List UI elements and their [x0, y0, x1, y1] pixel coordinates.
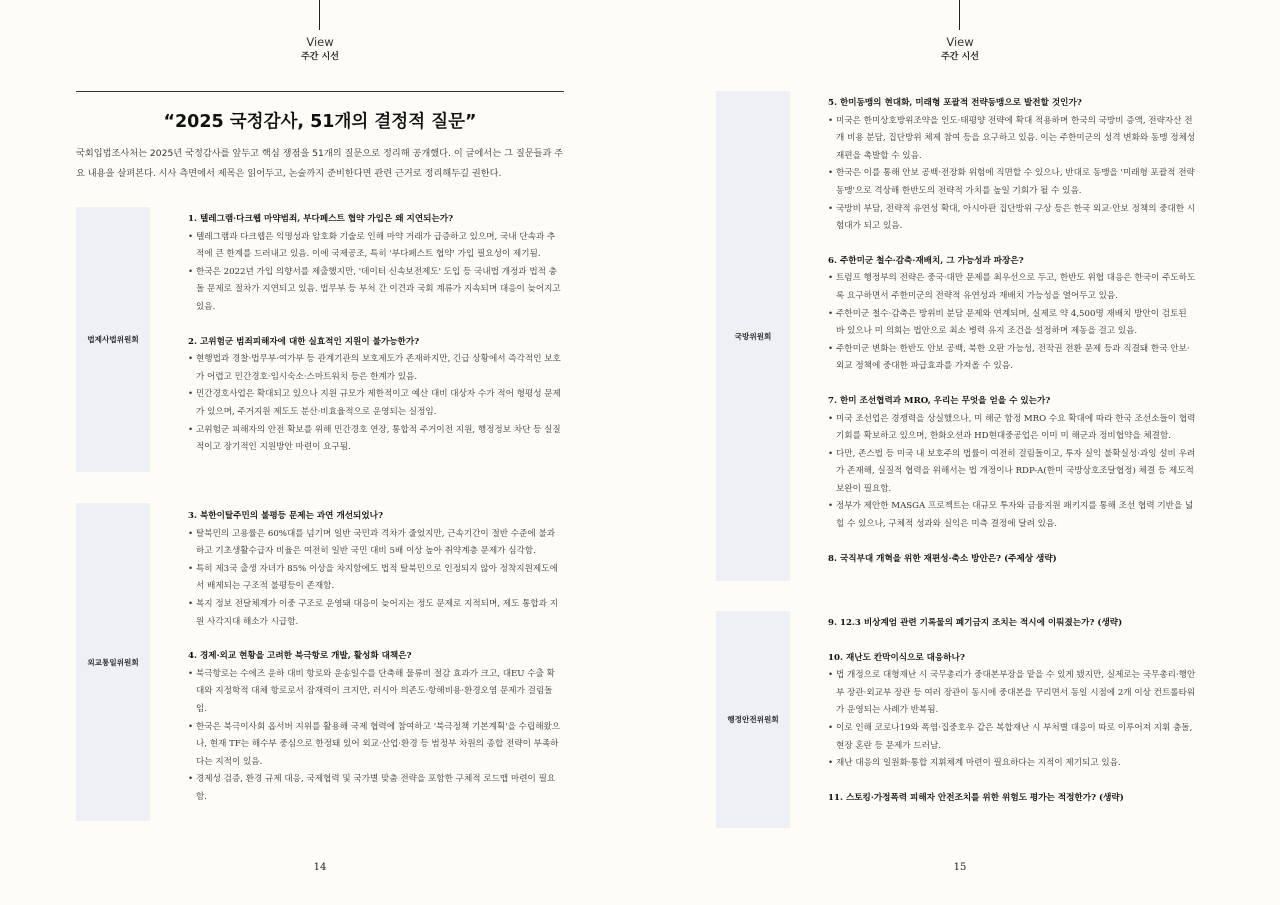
question-block [828, 95, 1196, 568]
question-title: 7. 한미 조선협력과 MRO, 우리는 무엇을 얻을 수 있는가? [828, 395, 1051, 406]
question-title: 4. 경제·외교 현황을 고려한 북극항로 개발, 활성화 대책은? [188, 651, 412, 662]
view-label: View [946, 35, 974, 49]
bullet-item: • 텔레그램과 다크웹은 익명성과 암호화 기술로 인해 마약 거래가 급증하고 있으며, 국내 단속과 추적에 큰 한계를 드러내고 있음. 이에 국제공조, 특히 '부다페스트 협약' 가입 필요성이 제기됨. [188, 229, 562, 264]
question-title: 9. 12.3 비상계엄 관련 기록물의 폐기금지 조치는 적시에 이뤄졌는가? (생략) [828, 618, 1123, 628]
bullet-item: • 한국은 2022년 가입 의향서를 제출했지만, '데이터 신속보전제도' 도입 등 국내법 개정과 법적 충돌 문제로 절차가 지연되고 있음. 법무부 등 부처 간 이견과 국회 계류가 지속되며 대응이 늦어지고 있음. [188, 264, 562, 317]
committee-label-public-safety: 행정안전위원회 [716, 611, 790, 828]
bullet-item: • 이로 인해 코로나19와 폭염·집중호우 같은 복합재난 시 부처별 대응이 따로 이루어져 지휘 충돌, 현장 혼란 등 문제가 드러남. [828, 720, 1196, 755]
bullet-item: • 경제성 검증, 환경 규제 대응, 국제협력 및 국가별 맞춤 전략을 포함한 구체적 로드맵 마련이 필요함. [188, 771, 562, 806]
bullet-item: • 한국은 이를 통해 안보 공백·전장화 위험에 직면할 수 있으나, 반대로 동맹을 '미래형 포괄적 전략동맹'으로 격상해 한반도의 전략적 가치를 높일 기회가 될 수 있음. [828, 165, 1196, 200]
top-rule [959, 0, 960, 30]
question-block [188, 211, 562, 457]
view-label: View [306, 35, 334, 49]
bullet-item: • 미국 조선업은 경쟁력을 상실했으나, 미 해군 함정 MRO 수요 확대에 따라 한국 조선소들이 협력 기회를 확보하고 있으며, 한화오션과 HD현대중공업은 이미 미 해군과 정비협약을 체결함. [828, 411, 1196, 446]
bullet-item: • 민간경호사업은 확대되고 있으나 지원 규모가 제한적이고 예산 대비 대상자 수가 적어 형평성 문제가 있으며, 주거지원 제도도 분산·비효율적으로 운영되는 실정임. [188, 386, 562, 421]
bullet-item: • 국방비 부담, 전략적 유연성 확대, 아시아판 집단방위 구상 등은 한국 외교·안보 정책의 중대한 시험대가 되고 있음. [828, 201, 1196, 236]
question-block [828, 615, 1196, 807]
intro-paragraph: 국회입법조사처는 2025년 국정감사를 앞두고 핵심 쟁점을 51개의 질문으로 정리해 공개했다. 이 글에서는 그 질문들과 주요 내용을 살펴본다. 시사 측면에서 제목은 읽어두고, 논술까지 준비한다면 관련 근거로 정리해두길 권한다. [76, 148, 564, 179]
bullet-item: • 북극항로는 수에즈 운하 대비 항로와 운송일수를 단축해 물류비 절감 효과가 크고, 대EU 수출 확대와 지정학적 대체 항로로서 잠재력이 크지만, 러시아 의존도·항해비용·환경오염 문제가 걸림돌임. [188, 666, 562, 719]
top-rule [319, 0, 320, 30]
bullet-item: • 특히 제3국 출생 자녀가 85% 이상을 차지함에도 법적 탈북민으로 인정되지 않아 정착지원제도에서 배제되는 구조적 불평등이 존재함. [188, 561, 562, 596]
question-title: 6. 주한미군 철수·감축·재배치, 그 가능성과 파장은? [828, 255, 1024, 266]
question-title: 1. 텔레그램·다크웹 마약범죄, 부다페스트 협약 가입은 왜 지연되는가? [188, 214, 454, 224]
bullet-item: • 정부가 제안한 MASGA 프로젝트는 대규모 투자와 금융지원 패키지를 통해 조선 협력 기반을 넓힐 수 있으나, 구체적 성과와 실익은 미측 결정에 달려 있음. [828, 498, 1196, 533]
question-title: 2. 고위험군 범죄피해자에 대한 실효적인 지원이 불가능한가? [188, 336, 420, 347]
committee-label-defense: 국방위원회 [716, 91, 790, 581]
bullet-item: • 탈북민의 고용률은 60%대를 넘기며 일반 국민과 격차가 줄었지만, 근속기간이 절반 수준에 불과하고 기초생활수급자 비율은 여전히 일반 국민 대비 5배 이상 높아 취약계층 문제가 심각함. [188, 526, 562, 561]
title-rule [76, 91, 564, 92]
question-title: 11. 스토킹·가정폭력 피해자 안전조치를 위한 위험도 평가는 적정한가? (생략) [828, 792, 1124, 803]
question-title: 3. 북한이탈주민의 불평등 문제는 과연 개선되었나? [188, 511, 383, 521]
bullet-item: • 재난 대응의 일원화·통합 지휘체계 마련이 필요하다는 지적이 제기되고 있음. [828, 755, 1196, 773]
bullet-item: • 고위험군 피해자의 안전 확보를 위해 민간경호 연장, 통합적 주거이전 지원, 행정정보 차단 등 실질적이고 장기적인 지원방안 마련이 요구됨. [188, 422, 562, 457]
bullet-item: • 주한미군 철수·감축은 방위비 분담 문제와 연계되며, 실제로 약 4,500명 재배치 방안이 검토된 바 있으나 미 의회는 법안으로 최소 병력 유지 조건을 설정하며 제동을 걸고 있음. [828, 306, 1196, 341]
question-title: 8. 국직부대 개혁을 위한 재편성·축소 방안은? (주제상 생략) [828, 553, 1057, 564]
right-page [640, 0, 1280, 905]
question-title: 10. 재난도 칸막이식으로 대응하나? [828, 652, 965, 663]
question-title: 5. 한미동맹의 현대화, 미래형 포괄적 전략동맹으로 발전할 것인가? [828, 98, 1082, 108]
bullet-item: • 현행법과 경찰·법무부·여가부 등 관계기관의 보호제도가 존재하지만, 긴급 상황에서 즉각적인 보호가 어렵고 민간경호·임시숙소·스마트워치 등은 한계가 있음. [188, 351, 562, 386]
bullet-item: • 트럼프 행정부의 전략은 중국·대만 문제를 최우선으로 두고, 한반도 위협 대응은 한국이 주도하도록 요구하면서 주한미군의 전략적 유연성과 재배치 가능성을 열어두고 있음. [828, 270, 1196, 305]
section-label: 주간 시선 [301, 52, 339, 62]
page-number: 15 [953, 862, 967, 873]
bullet-item: • 다만, 존스법 등 미국 내 보호주의 법률이 여전히 걸림돌이고, 투자 실익 불확실성·과잉 설비 우려가 존재해, 실질적 협력을 위해서는 법 개정이나 RDP-A(한미 국방상호조달협정) 체결 등 제도적 보완이 필요함. [828, 446, 1196, 499]
section-label: 주간 시선 [941, 52, 979, 62]
page-title: “2025 국정감사, 51개의 결정적 질문” [163, 112, 477, 132]
bullet-item: • 복지 정보 전달체계가 이중 구조로 운영돼 대응이 늦어지는 정도 문제로 지적되며, 제도 통합과 지원 사각지대 해소가 시급함. [188, 596, 562, 631]
question-block [188, 508, 562, 807]
committee-label-foreign-affairs: 외교통일위원회 [76, 503, 150, 821]
bullet-item: • 한국은 북극이사회 옵서버 지위를 활용해 국제 협력에 참여하고 '북극정책 기본계획'을 수립해왔으나, 현재 TF는 해수부 중심으로 한정돼 있어 외교·산업·환경 등 범정부 차원의 종합 전략이 부족하다는 지적이 있음. [188, 719, 562, 772]
committee-label-judiciary: 법제사법위원회 [76, 207, 150, 472]
bullet-item: • 미국은 한미상호방위조약을 인도·태평양 전략에 확대 적용하며 한국의 국방비 증액, 전략자산 전개 비용 분담, 집단방위 체제 참여 등을 요구하고 있음. 이는 주한미군의 성격 변화와 동맹 정체성 재편을 촉발할 수 있음. [828, 113, 1196, 166]
bullet-item: • 주한미군 변화는 한반도 안보 공백, 북한 오판 가능성, 전작권 전환 문제 등과 직결돼 한국 안보·외교 정책에 중대한 파급효과를 가져올 수 있음. [828, 341, 1196, 376]
bullet-item: • 법 개정으로 대형재난 시 국무총리가 중대본부장을 맡을 수 있게 됐지만, 실제로는 국무총리·행안부 장관·외교부 장관 등 여러 장관이 동시에 중대본을 꾸리면서 동일 시점에 2개 이상 컨트롤타워가 운영되는 사례가 반복됨. [828, 667, 1196, 720]
page-number: 14 [313, 862, 327, 873]
